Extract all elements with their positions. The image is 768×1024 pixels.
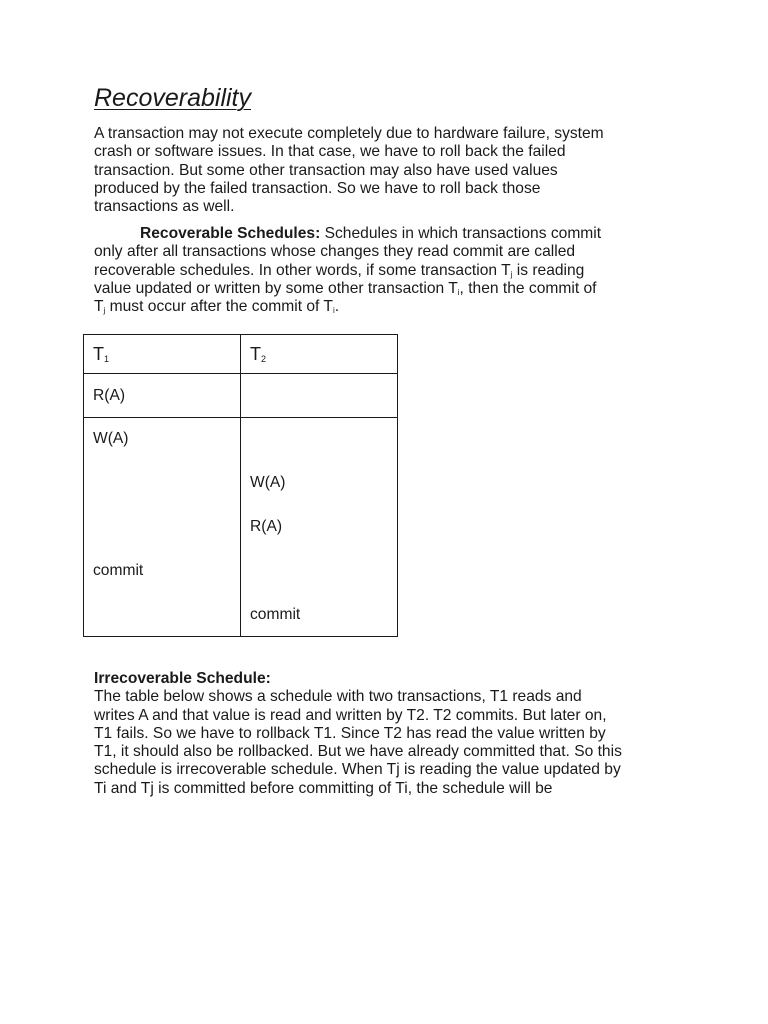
- recoverable-paragraph: [94, 225, 694, 316]
- page-title: Recoverability: [94, 84, 252, 112]
- recoverable-line: [94, 225, 694, 243]
- irrecoverable-line: The table below shows a schedule with two transactions, T1 reads and: [94, 688, 582, 706]
- irrecoverable-line: [94, 670, 694, 688]
- recoverable-text: T: [94, 298, 104, 316]
- recoverable-line: [94, 262, 694, 280]
- header-label: T: [250, 343, 261, 364]
- table-cell-t1: [84, 418, 241, 637]
- header-cell-t2: [241, 335, 398, 374]
- table-cell-t2: [241, 418, 398, 637]
- irrecoverable-line: T1 fails. So we have to rollback T1. Since T2 has read the value written by: [94, 724, 606, 742]
- recoverable-text: Schedules in which transactions commit: [320, 225, 602, 242]
- operation-text: W(A): [250, 474, 286, 491]
- irrecoverable-line: schedule is irrecoverable schedule. When Tj is reading the value updated by: [94, 761, 621, 779]
- irrecoverable-line: writes A and that value is read and written by T2. T2 commits. But later on,: [94, 706, 607, 724]
- recoverable-text: is reading: [512, 261, 585, 279]
- table-cell-t2: [241, 374, 398, 418]
- subscript: 1: [104, 353, 110, 364]
- recoverable-line: [94, 280, 694, 298]
- recoverable-text: .: [334, 298, 340, 316]
- table-row: [84, 418, 398, 637]
- table-header-row: [84, 335, 398, 374]
- irrecoverable-line: Ti and Tj is committed before committing of Ti, the schedule will be: [94, 779, 553, 797]
- operation-text: W(A): [93, 430, 129, 447]
- table-cell-t1: R(A): [84, 374, 241, 418]
- irrecoverable-paragraph: [94, 670, 694, 798]
- intro-line: transactions as well.: [94, 198, 235, 216]
- recoverable-text: recoverable schedules. In other words, if some transaction T: [94, 261, 511, 279]
- t1-operations: [93, 418, 240, 636]
- intro-line: A transaction may not execute completely due to hardware failure, system: [94, 125, 604, 142]
- recoverable-text: value updated or written by some other transaction T: [94, 279, 458, 297]
- header-label: T: [93, 343, 104, 364]
- operation-text: R(A): [250, 518, 283, 535]
- recoverable-line: only after all transactions whose changes they read commit are called: [94, 243, 576, 261]
- table-row: [84, 374, 398, 418]
- t2-operations: [250, 418, 397, 636]
- subscript: i: [457, 287, 460, 297]
- recoverable-text: , then the commit of: [459, 279, 597, 297]
- intro-line: produced by the failed transaction. So we have to roll back those: [94, 179, 541, 197]
- subscript: j: [103, 306, 106, 316]
- irrecoverable-line: T1, it should also be rollbacked. But we have already committed that. So this: [94, 743, 622, 761]
- operation-text: commit: [93, 562, 144, 579]
- subscript: j: [510, 269, 513, 279]
- intro-line: transaction. But some other transaction may also have used values: [94, 161, 558, 179]
- schedule-table: [83, 334, 398, 637]
- subscript: i: [332, 306, 335, 316]
- intro-line: crash or software issues. In that case, we have to roll back the failed: [94, 143, 566, 161]
- irrecoverable-heading: Irrecoverable Schedule:: [94, 670, 271, 687]
- subscript: 2: [261, 353, 267, 364]
- recoverable-text: must occur after the commit of T: [105, 298, 333, 316]
- header-cell-t1: [84, 335, 241, 374]
- recoverable-heading: Recoverable Schedules:: [140, 225, 321, 242]
- intro-paragraph: [94, 125, 694, 216]
- recoverable-line: [94, 298, 694, 316]
- operation-text: commit: [250, 606, 301, 623]
